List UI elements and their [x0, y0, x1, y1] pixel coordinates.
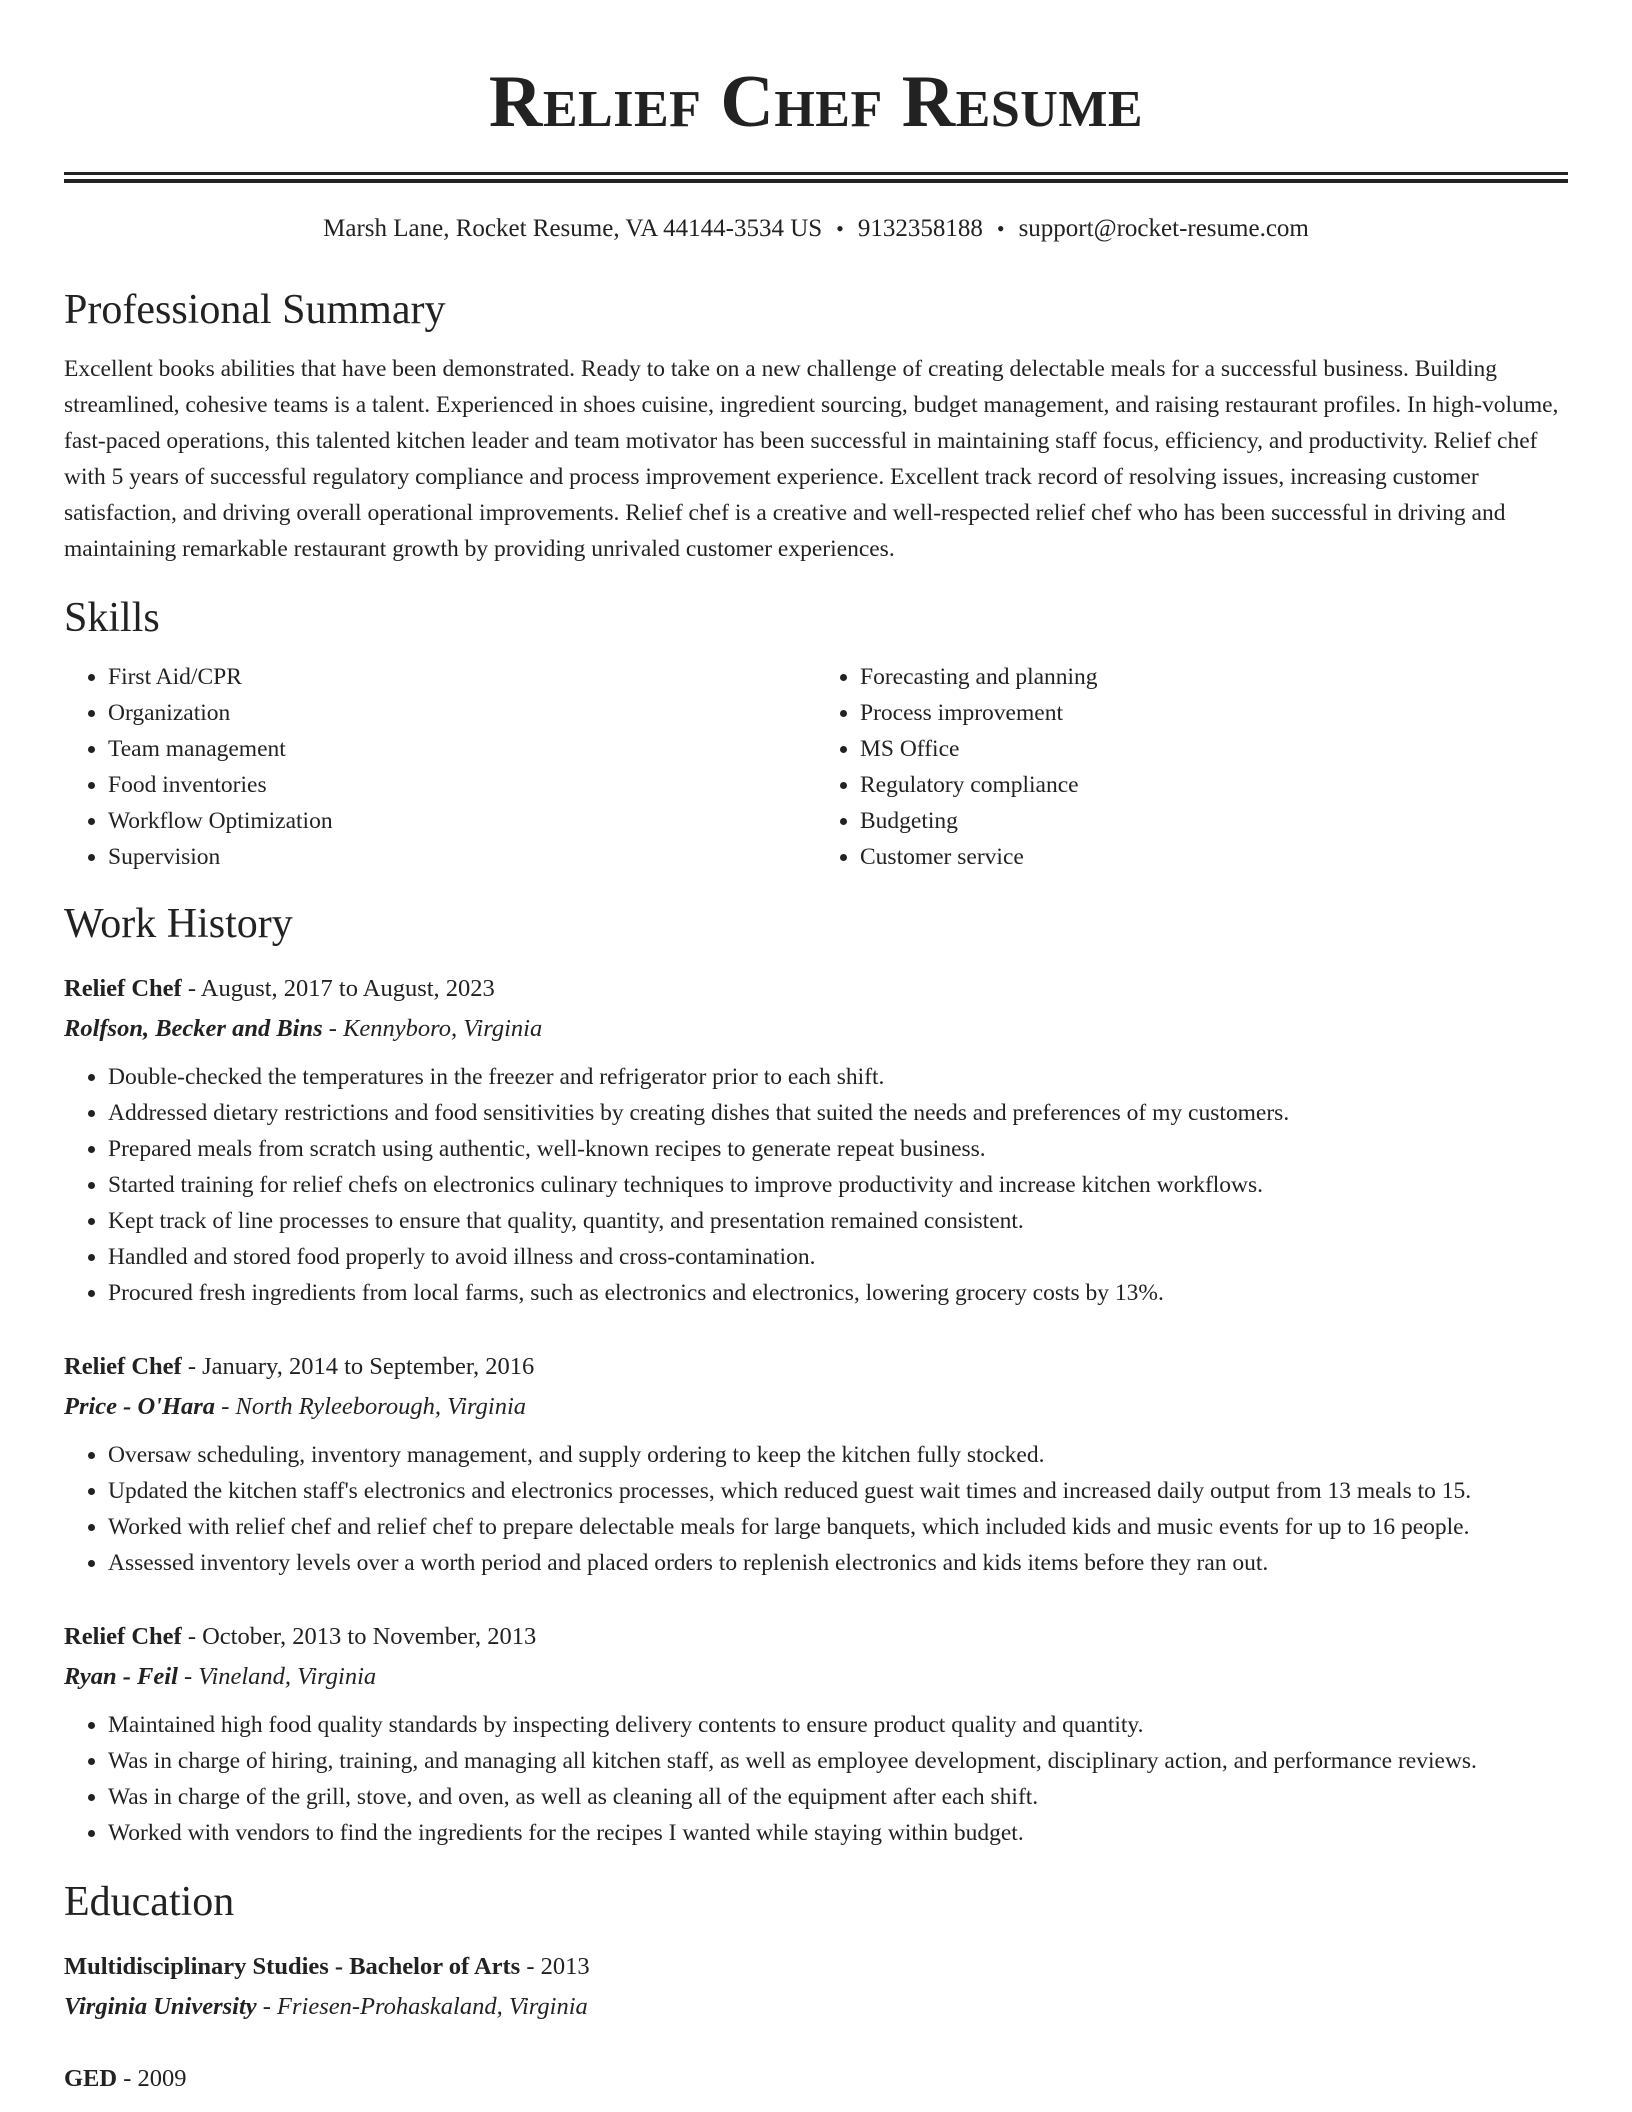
job-company-line — [64, 1657, 1568, 1697]
skills-column-right — [816, 659, 1568, 875]
job-title: Relief Chef — [64, 975, 182, 1002]
job-company: Price - O'Hara — [64, 1393, 216, 1420]
job-title-line — [64, 1617, 1568, 1657]
skill-item: • Regulatory compliance — [860, 767, 1568, 803]
skill-item: • MS Office — [860, 731, 1568, 767]
job-bullet: • Prepared meals from scratch using authentic, well-known recipes to generate repeat business. — [108, 1131, 1568, 1167]
education-degree-line — [64, 1947, 1568, 1987]
education-year: - 2013 — [520, 1953, 590, 1980]
job-dates: - August, 2017 to August, 2023 — [181, 975, 495, 1002]
job-entry — [64, 1347, 1568, 1581]
job-bullet: • Maintained high food quality standards by inspecting delivery contents to ensure product quality and quantity. — [108, 1707, 1568, 1743]
education-entry — [64, 2059, 1568, 2099]
education-location: - Friesen-Prohaskaland, Virginia — [256, 1993, 588, 2020]
job-bullet: • Worked with vendors to find the ingredients for the recipes I wanted while staying within budget. — [108, 1815, 1568, 1851]
skill-item: • Customer service — [860, 839, 1568, 875]
skill-item: • Organization — [108, 695, 816, 731]
skill-item: • Workflow Optimization — [108, 803, 816, 839]
section-heading-summary: Professional Summary — [64, 287, 446, 333]
job-entry — [64, 1617, 1568, 1851]
job-title-line — [64, 969, 1568, 1009]
job-company-line — [64, 1009, 1568, 1049]
job-bullet: • Kept track of line processes to ensure that quality, quantity, and presentation remained consistent. — [108, 1203, 1568, 1239]
job-bullet: • Was in charge of hiring, training, and managing all kitchen staff, as well as employee development, disciplinary action, and performance reviews. — [108, 1743, 1568, 1779]
job-bullet: • Oversaw scheduling, inventory management, and supply ordering to keep the kitchen fully stocked. — [108, 1437, 1568, 1473]
job-bullet: • Updated the kitchen staff's electronics and electronics processes, which reduced guest wait times and increased daily output from 13 meals to 15. — [108, 1473, 1568, 1509]
job-title: Relief Chef — [64, 1623, 182, 1650]
job-bullets — [64, 1707, 1568, 1851]
job-location: - North Ryleeborough, Virginia — [215, 1393, 527, 1420]
job-bullet: • Worked with relief chef and relief chef to prepare delectable meals for large banquets, which included kids and music events for up to 16 people. — [108, 1509, 1568, 1545]
section-heading-work-history: Work History — [64, 901, 293, 947]
skill-item: • First Aid/CPR — [108, 659, 816, 695]
contact-email: support@rocket-resume.com — [1018, 215, 1309, 242]
job-company-line — [64, 1387, 1568, 1427]
job-location: - Kennyboro, Virginia — [322, 1015, 543, 1042]
summary-text: Excellent books abilities that have been demonstrated. Ready to take on a new challenge of creating delectable meals for a successful business. Building streamlined, cohesive teams is a talent. Experienced in shoes cuisine, ingredient sourcing, budget management, and raising restaurant profiles. In high-volume, fast-paced operations, this talented kitchen leader and team motivator has been successful in maintaining staff focus, efficiency, and productivity. Relief chef with 5 years of successful regulatory compliance and process improvement experience. Excellent track record of resolving issues, increasing customer satisfaction, and driving overall operational improvements. Relief chef is a creative and well-respected relief chef who has been successful in driving and maintaining remarkable restaurant growth by providing unrivaled customer experiences. — [64, 356, 1559, 562]
resume-page — [64, 0, 1568, 2099]
job-bullet: • Addressed dietary restrictions and food sensitivities by creating dishes that suited the needs and preferences of my customers. — [108, 1095, 1568, 1131]
section-heading-skills: Skills — [64, 595, 160, 641]
education-school: Virginia University — [64, 1993, 257, 2020]
job-bullets — [64, 1059, 1568, 1311]
job-bullet: • Assessed inventory levels over a worth period and placed orders to replenish electronics and kids items before they ran out. — [108, 1545, 1568, 1581]
job-bullet: • Handled and stored food properly to avoid illness and cross-contamination. — [108, 1239, 1568, 1275]
skill-item: • Process improvement — [860, 695, 1568, 731]
job-bullets — [64, 1437, 1568, 1581]
job-company: Rolfson, Becker and Bins — [64, 1015, 323, 1042]
job-dates: - January, 2014 to September, 2016 — [181, 1353, 535, 1380]
education-degree: GED — [64, 2065, 118, 2092]
resume-title: Relief Chef Resume — [488, 61, 1144, 143]
job-bullet: • Started training for relief chefs on electronics culinary techniques to improve productivity and increase kitchen workflows. — [108, 1167, 1568, 1203]
skills-list — [64, 659, 1568, 875]
job-location: - Vineland, Virginia — [177, 1663, 377, 1690]
job-bullet: • Procured fresh ingredients from local farms, such as electronics and electronics, lowering grocery costs by 13%. — [108, 1275, 1568, 1311]
contact-line — [64, 213, 1568, 245]
bullet-separator: • — [996, 216, 1005, 241]
job-bullet: • Was in charge of the grill, stove, and oven, as well as cleaning all of the equipment after each shift. — [108, 1779, 1568, 1815]
job-bullet: • Double-checked the temperatures in the freezer and refrigerator prior to each shift. — [108, 1059, 1568, 1095]
skill-item: • Supervision — [108, 839, 816, 875]
skill-item: • Team management — [108, 731, 816, 767]
skills-column-left — [64, 659, 816, 875]
job-company: Ryan - Feil — [64, 1663, 178, 1690]
contact-phone: 9132358188 — [857, 215, 983, 242]
education-degree: Multidisciplinary Studies - Bachelor of Arts — [64, 1953, 521, 1980]
section-heading-education: Education — [64, 1879, 235, 1925]
job-entry — [64, 969, 1568, 1311]
job-dates: - October, 2013 to November, 2013 — [181, 1623, 537, 1650]
job-title: Relief Chef — [64, 1353, 182, 1380]
contact-address: Marsh Lane, Rocket Resume, VA 44144-3534 US — [323, 215, 823, 242]
skill-item: • Forecasting and planning — [860, 659, 1568, 695]
skill-item: • Budgeting — [860, 803, 1568, 839]
education-entry — [64, 1947, 1568, 2027]
skill-item: • Food inventories — [108, 767, 816, 803]
title-divider — [64, 172, 1568, 183]
education-school-line — [64, 1987, 1568, 2027]
education-year: - 2009 — [117, 2065, 187, 2092]
job-title-line — [64, 1347, 1568, 1387]
bullet-separator: • — [836, 216, 844, 241]
